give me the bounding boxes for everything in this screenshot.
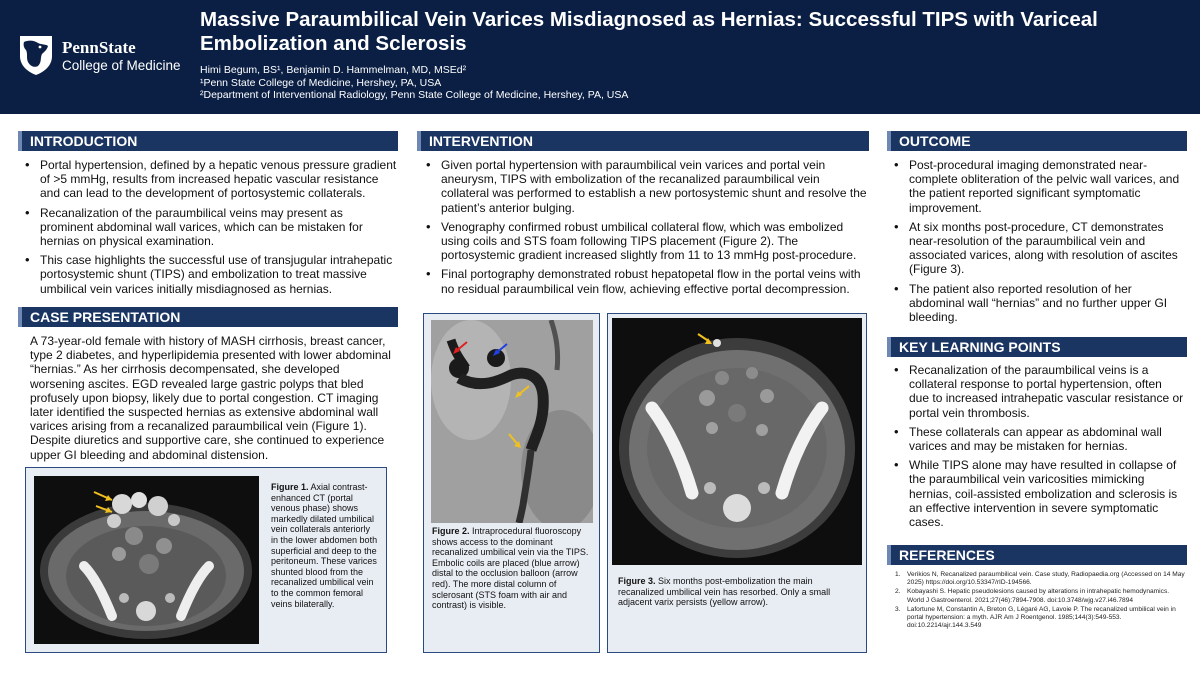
figure-1-box xyxy=(25,467,387,653)
yellow-arrow-icon xyxy=(696,332,716,348)
figure-3-box xyxy=(607,313,867,653)
references-list xyxy=(895,571,1185,631)
reference-text: Verikios N, Recanalized paraumbilical vein. Case study, Radiopaedia.org (Accessed on 14 May 2025) https://doi.org/10.53347/rID-194566. xyxy=(907,571,1185,587)
intervention-bullet: • Given portal hypertension with paraumbilical vein varices and portal vein aneurysm, TIPS with embolization of the recanalized paraumbilical vein collateral was performed to establish a new portosystemic shunt and resolve the patient’s anterior bulging. xyxy=(423,158,867,215)
affiliation-2: ²Department of Interventional Radiology, Penn State College of Medicine, Hershey, PA, USA xyxy=(200,89,629,101)
figure-1-label: Figure 1. xyxy=(271,482,309,492)
author-names: Himi Begum, BS¹, Benjamin D. Hammelman, MD, MSEd² xyxy=(200,64,467,76)
intervention-heading: INTERVENTION xyxy=(417,131,869,151)
figure-1-caption xyxy=(271,482,379,609)
outcome-list xyxy=(891,158,1185,329)
logo-wordmark: PennState xyxy=(62,38,136,57)
introduction-heading: INTRODUCTION xyxy=(18,131,398,151)
case-presentation-heading: CASE PRESENTATION xyxy=(18,307,398,327)
reference-item xyxy=(895,571,1185,587)
figure-1-caption-text: Axial contrast-enhanced CT (portal venous phase) shows markedly dilated umbilical vein collaterals anteriorly in the lower abdomen both superficial and deep to the peritoneum. These varices shunted blood from the recanalized umbilical vein to the common femoral veins bilaterally. xyxy=(271,482,378,609)
logo-subtitle: College of Medicine xyxy=(62,58,181,73)
outcome-bullet: • Post-procedural imaging demonstrated near-complete obliteration of the pelvic wall varices, and the patient reported significant symptomatic improvement. xyxy=(891,158,1185,215)
key-learning-bullet: • While TIPS alone may have resulted in collapse of the paraumbilical vein varicosities mimicking hernias, coil-assisted embolization and sclerosis is an effective intervention in severe symptomatic cases. xyxy=(891,458,1185,529)
figure-2-label: Figure 2. xyxy=(432,526,470,536)
references-heading: REFERENCES xyxy=(887,545,1187,565)
figure-3-caption xyxy=(618,576,858,608)
introduction-list xyxy=(22,158,398,301)
outcome-bullet: • The patient also reported resolution of her abdominal wall “hernias” and no further upper GI bleeding. xyxy=(891,282,1185,325)
nittany-lion-shield-icon xyxy=(18,34,54,76)
yellow-arrow-icon xyxy=(505,432,525,450)
figure-2-caption-text: Intraprocedural fluoroscopy shows access to the dominant recanalized umbilical vein via the TIPS. Embolic coils are placed (blue arrow) distal to the occlusion balloon (arrow red). The more distal column of sclerosant (STS foam with air and contrast) is visible. xyxy=(432,526,589,611)
red-arrow-icon xyxy=(449,340,469,356)
figure-3-ct-image xyxy=(612,318,862,565)
intervention-list xyxy=(423,158,867,301)
poster-title: Massive Paraumbilical Vein Varices Misdiagnosed as Hernias: Successful TIPS with Variceal Embolization and Sclerosis xyxy=(200,8,1098,55)
figure-1-ct-image xyxy=(34,476,259,644)
figure-3-label: Figure 3. xyxy=(618,576,656,586)
figure-3-caption-text: Six months post-embolization the main recanalized umbilical vein has resorbed. Only a small adjacent varix persists (yellow arrow). xyxy=(618,576,831,608)
ct-axial-followup-image xyxy=(612,318,862,565)
intervention-bullet: • Venography confirmed robust umbilical collateral flow, which was embolized using coils and STS foam following TIPS placement (Figure 2). The portosystemic gradient increased slightly from 11 to 13 mmHg post-procedure. xyxy=(423,220,867,263)
reference-item xyxy=(895,588,1185,604)
key-learning-bullet: • Recanalization of the paraumbilical veins is a collateral response to portal hypertension, often due to increased intrahepatic vascular resistance or portal vein thrombosis. xyxy=(891,363,1185,420)
yellow-arrow-icon xyxy=(92,490,122,516)
author-block xyxy=(200,64,628,102)
reference-number: 3. xyxy=(895,605,901,613)
key-learning-list xyxy=(891,363,1185,534)
yellow-arrow-icon xyxy=(511,384,531,400)
figure-2-caption xyxy=(432,526,596,611)
introduction-bullet: • Recanalization of the paraumbilical veins may present as prominent abdominal wall varices, which can be mistaken for hernias on physical examination. xyxy=(22,206,398,249)
figure-2-fluoro-image xyxy=(431,320,593,523)
reference-number: 2. xyxy=(895,588,901,596)
introduction-bullet: • This case highlights the successful use of transjugular intrahepatic portosystemic shunt (TIPS) and embolization to treat massive umbilical vein varices initially misdiagnosed as hernias. xyxy=(22,253,398,296)
reference-number: 1. xyxy=(895,571,901,578)
blue-arrow-icon xyxy=(489,342,509,358)
outcome-heading: OUTCOME xyxy=(887,131,1187,151)
poster-header xyxy=(0,0,1200,114)
figure-2-box xyxy=(423,313,600,653)
key-learning-heading: KEY LEARNING POINTS xyxy=(887,337,1187,357)
reference-item xyxy=(895,606,1185,631)
case-presentation-text: A 73-year-old female with history of MASH cirrhosis, breast cancer, type 2 diabetes, and hyperlipidemia presented with lower abdominal “hernias.” As her cirrhosis decompensated, she developed worsening ascites. EGD revealed large gastric polyps that bled profusely upon biopsy, likely due to portal congestion. CT imaging later identified the suspected hernias as extensive abdominal wall varices arising from a recanalized paraumbilical vein (Figure 1). Despite diuretics and supportive care, she continued to experience upper GI bleeding and abdominal distension. xyxy=(30,334,391,462)
ct-axial-image xyxy=(34,476,259,644)
intervention-bullet: • Final portography demonstrated robust hepatopetal flow in the portal veins with no residual paraumbilical vein flow, achieving effective portal decompression. xyxy=(423,267,867,295)
pennstate-logo xyxy=(18,34,188,78)
outcome-bullet: • At six months post-procedure, CT demonstrates near-resolution of the paraumbilical vein and associated varices, along with resolution of ascites (Figure 3). xyxy=(891,220,1185,277)
key-learning-bullet: • These collaterals can appear as abdominal wall varices and may be mistaken for hernias. xyxy=(891,425,1185,453)
affiliation-1: ¹Penn State College of Medicine, Hershey, PA, USA xyxy=(200,76,442,89)
introduction-bullet: • Portal hypertension, defined by a hepatic venous pressure gradient of >5 mmHg, results from increased hepatic vascular resistance and can lead to the development of portosystemic collaterals. xyxy=(22,158,398,201)
reference-text: Lafortune M, Constantin A, Breton G, Légaré AG, Lavoie P. The recanalized umbilical vein in portal hypertension: a myth. AJR Am J Roentgenol. 1985;144(3):549-553. doi:10.2214/ajr.144.3.549 xyxy=(907,605,1176,630)
reference-text: Kobayashi S. Hepatic pseudolesions caused by alterations in intrahepatic hemodynamics. World J Gastroenterol. 2021;27(46):7894-7908. doi:10.3748/wjg.v27.i46.7894 xyxy=(907,588,1170,604)
